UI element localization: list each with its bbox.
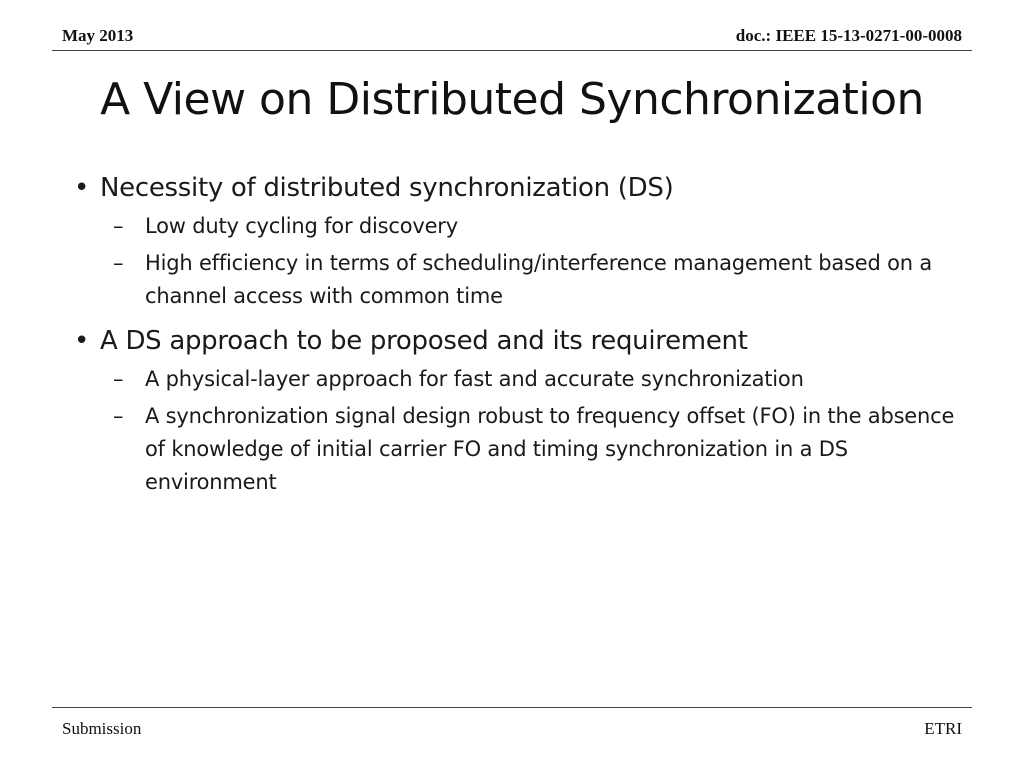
bullet-1-sub-1 (72, 210, 962, 243)
bullet-2-text: A DS approach to be proposed and its requirement (100, 326, 748, 356)
dash-icon: – (113, 404, 124, 428)
bullet-2-sub-2-text: A synchronization signal design robust to frequency offset (FO) in the absence of knowledge of initial carrier FO and timing synchronization in a DS environment (145, 404, 955, 494)
bullet-2-sub-1-text: A physical-layer approach for fast and accurate synchronization (145, 367, 804, 391)
bullet-2-sub-1 (72, 363, 962, 396)
slide-body (72, 170, 962, 499)
bullet-2-sub-2 (72, 400, 962, 499)
bullet-2 (72, 323, 962, 359)
dash-icon: – (113, 251, 124, 275)
bullet-1-text: Necessity of distributed synchronization (DS) (100, 173, 674, 203)
header-date: May 2013 (62, 26, 134, 45)
bullet-dot-icon: • (74, 173, 90, 203)
footer-submission: Submission (62, 719, 142, 738)
footer-divider (52, 707, 972, 708)
bullet-1-sub-2 (72, 247, 962, 313)
bullet-1 (72, 170, 962, 206)
dash-icon: – (113, 367, 124, 391)
bullet-1-sub-2-text: High efficiency in terms of scheduling/interference management based on a channel access with common time (145, 251, 933, 308)
slide-title: A View on Distributed Synchronization (100, 74, 924, 125)
bullet-1-sub-1-text: Low duty cycling for discovery (145, 214, 458, 238)
bullet-dot-icon: • (74, 326, 90, 356)
header-doc-id: doc.: IEEE 15-13-0271-00-0008 (735, 26, 962, 45)
header-divider (52, 50, 972, 51)
dash-icon: – (113, 214, 124, 238)
footer-org: ETRI (924, 719, 962, 738)
